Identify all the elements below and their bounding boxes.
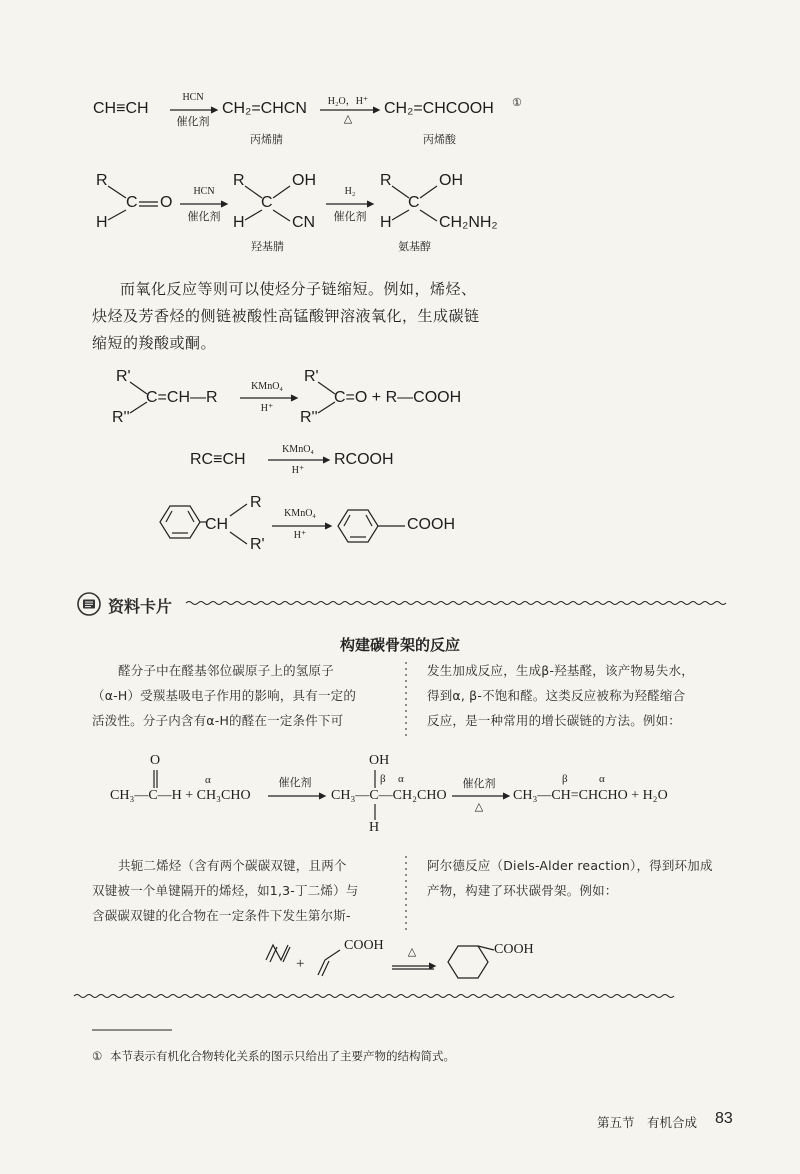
hydrogen-atom: H — [369, 820, 380, 835]
atom-O: O — [160, 194, 173, 211]
acetaldehyde-reactants: CH₃—C—H + CH₃CHO — [110, 788, 251, 803]
compound-label: 氨基醇 — [398, 240, 431, 253]
card-line: 反应，是一种常用的增长碳链的方法。例如： — [427, 713, 682, 728]
paragraph-line: 炔烃及芳香烃的侧链被酸性高锰酸钾溶液氧化，生成碳链 — [92, 307, 480, 325]
card-line: 活泼性。分子内含有α-H的醛在一定条件下可 — [92, 713, 344, 728]
carbonyl-oxygen: O — [150, 753, 161, 768]
beta-label: β — [380, 773, 386, 785]
substituent-R1: R' — [116, 368, 131, 385]
acrylonitrile-formula: CH₂=CHCN — [222, 100, 307, 117]
card-header-label: 资料卡片 — [108, 597, 173, 616]
condition-bottom: 催化剂 — [176, 115, 210, 128]
atom-R: R — [380, 172, 392, 189]
plus-sign: + — [296, 956, 305, 972]
condition-bottom: H⁺ — [293, 530, 307, 541]
condition-top: H₂ — [344, 186, 356, 197]
cyano-group: CN — [292, 214, 316, 231]
hydroxyl-group: OH — [292, 172, 316, 189]
ethyne-formula: CH≡CH — [93, 100, 149, 117]
page-number: 83 — [715, 1110, 733, 1127]
alkene-chain: C=CH—R — [146, 389, 218, 406]
footer-section-title: 第五节 有机合成 — [597, 1115, 698, 1130]
compound-label: 羟基腈 — [251, 240, 284, 253]
carboxyl-group: COOH — [407, 516, 455, 533]
card-line: （α-H）受羰基吸电子作用的影响，具有一定的 — [92, 688, 357, 703]
substituent-R2: R'' — [300, 409, 318, 426]
atom-CH: CH — [205, 516, 229, 533]
alpha-label: α — [205, 774, 211, 786]
card-line: 含碳碳双键的化合物在一定条件下发生第尔斯- — [92, 908, 351, 923]
alpha-label: α — [398, 773, 404, 785]
card-line: 阿尔德反应（Diels-Alder reaction），得到环加成 — [427, 858, 713, 873]
beta-hydroxy-aldehyde: CH₃—C—CH₂CHO — [331, 788, 447, 803]
unsaturated-aldehyde-product: CH₃—CH=CHCHO + H₂O — [513, 788, 668, 803]
atom-H: H — [233, 214, 245, 231]
condition-bottom: H⁺ — [291, 465, 305, 476]
carboxyl-group: COOH — [494, 942, 534, 957]
substituent-R: R — [250, 494, 262, 511]
compound-label: 丙烯酸 — [423, 133, 456, 146]
condition-bottom: H⁺ — [260, 403, 274, 414]
aminomethyl-group: CH₂NH₂ — [439, 214, 498, 231]
footnote-reference[interactable]: ① — [512, 96, 522, 109]
carboxyl-group: COOH — [344, 938, 384, 953]
card-line: 得到α, β-不饱和醛。这类反应被称为羟醛缩合 — [427, 688, 686, 703]
condition-top: KMnO₄ — [284, 508, 316, 519]
condition-bottom: 催化剂 — [187, 210, 221, 223]
condition-top: 催化剂 — [462, 777, 496, 790]
condition-top: HCN — [193, 186, 215, 197]
card-line: 共轭二烯烃（含有两个碳碳双键，且两个 — [118, 858, 347, 873]
beta-label: β — [562, 773, 568, 785]
hydroxyl-group: OH — [439, 172, 463, 189]
card-line: 双键被一个单键隔开的烯烃，如1,3-丁二烯）与 — [92, 883, 359, 898]
condition-bottom: △ — [474, 800, 484, 813]
condition-top: △ — [407, 945, 417, 958]
alpha-label: α — [599, 773, 605, 785]
carboxylic-acid-formula: RCOOH — [334, 451, 394, 468]
atom-C: C — [261, 194, 273, 211]
paragraph-line: 而氧化反应等则可以使烃分子链缩短。例如，烯烃、 — [120, 280, 477, 298]
condition-bottom: 催化剂 — [333, 210, 367, 223]
paragraph-line: 缩短的羧酸或酮。 — [92, 334, 217, 352]
condition-top: HCN — [182, 92, 204, 103]
alkyne-formula: RC≡CH — [190, 451, 246, 468]
ketone-and-acid-products: C=O + R—COOH — [334, 389, 462, 406]
condition-top: 催化剂 — [278, 776, 312, 789]
atom-R: R — [96, 172, 108, 189]
footnote-mark: ① — [92, 1049, 103, 1063]
hydroxyl-group: OH — [369, 753, 390, 768]
atom-C: C — [408, 194, 420, 211]
footnote-text: 本节表示有机化合物转化关系的图示只给出了主要产物的结构简式。 — [109, 1049, 455, 1063]
condition-top: KMnO₄ — [251, 381, 283, 392]
condition-bottom: △ — [343, 112, 353, 125]
substituent-R2: R'' — [112, 409, 130, 426]
substituent-R1: R' — [304, 368, 319, 385]
card-line: 发生加成反应，生成β-羟基醛，该产物易失水， — [427, 663, 694, 678]
card-title: 构建碳骨架的反应 — [339, 636, 460, 654]
atom-H: H — [96, 214, 108, 231]
condition-top: H₂O，H⁺ — [327, 96, 369, 107]
atom-C: C — [126, 194, 138, 211]
condition-top: KMnO₄ — [282, 444, 314, 455]
acrylic-acid-formula: CH₂=CHCOOH — [384, 100, 494, 117]
atom-R: R — [233, 172, 245, 189]
substituent-R1: R' — [250, 536, 265, 553]
atom-H: H — [380, 214, 392, 231]
card-line: 醛分子中在醛基邻位碳原子上的氢原子 — [118, 663, 334, 678]
compound-label: 丙烯腈 — [250, 133, 283, 146]
card-line: 产物，构建了环状碳骨架。例如： — [427, 883, 618, 898]
